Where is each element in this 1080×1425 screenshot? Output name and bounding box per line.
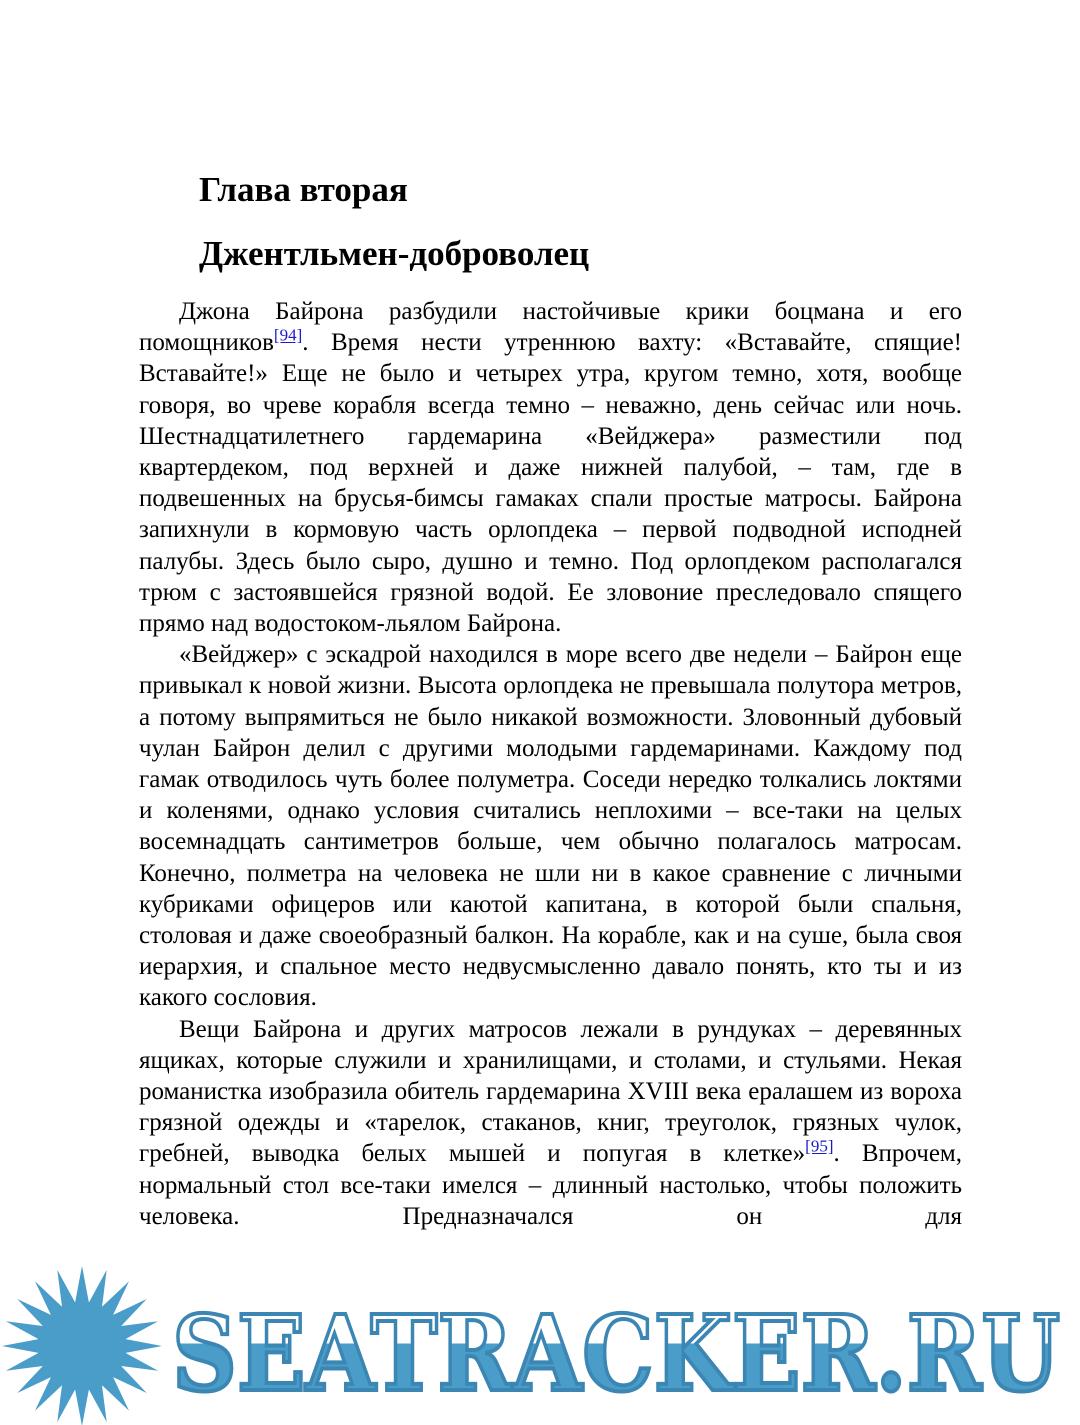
paragraph-3 bbox=[139, 1014, 962, 1232]
paragraph-2: «Вейджер» с эскадрой находился в море всего две недели – Байрон еще привыкал к новой жизни. Высота орлопдека не превышала полутора метров, а потому выпрямиться не было никакой возможности. Зловонный дубовый чулан Байрон делил с другими молодыми гардемаринами. Каждому под гамак отводилось чуть более полуметра. Соседи нередко толкались локтями и коленями, однако условия считались неплохими – все-таки на целых восемнадцать сантиметров больше, чем обычно полагалось матросам. Конечно, полметра на человека не шли ни в какое сравнение с личными кубриками офицеров или каютой капитана, в которой были спальня, столовая и даже своеобразный балкон. На корабле, как и на суше, была своя иерархия, и спальное место недвусмысленно давало понять, кто ты и из какого сословия. bbox=[139, 641, 962, 1012]
paragraph-1-text-end: . Время нести утреннюю вахту: «Вставайте, спящие! Вставайте!» Еще не было и четырех утра, кругом темно, хотя, вообще говоря, во чреве корабля всегда темно – неважно, день сейчас или ночь. Шестнадцатилетнего гардемарина «Вейджера» разместили под квартердеком, под верхней и даже нижней палубой, – там, где в подвешенных на брусья-бимсы гамаках спали простые матросы. Байрона запихнули в кормовую часть орлопдека – первой подводной исподней палубы. Здесь было сыро, душно и темно. Под орлопдеком располагался трюм с застоявшейся грязной водой. Ее зловоние преследовало спящего прямо над водостоком-льялом Байрона. bbox=[139, 329, 962, 638]
chapter-text bbox=[139, 296, 962, 1266]
footnote-link-94[interactable]: [94] bbox=[273, 325, 303, 345]
footnote-link-95[interactable]: [95] bbox=[805, 1137, 834, 1157]
paragraph-3-text-start: Вещи Байрона и других матросов лежали в рундуках – деревянных ящиках, которые служили и хранилищами, и столами, и стульями. Некая романистка изобразила обитель гардемарина XVIII века ералашем из вороха грязной одежды и «тарелок, стаканов, книг, треуголок, грязных чулок, гребней, выводка белых мышей и попугая в клетке» bbox=[139, 1015, 962, 1168]
paragraph-1 bbox=[139, 296, 962, 639]
chapter-subtitle: Джентльмен-доброволец bbox=[199, 234, 590, 273]
sun-logo-icon bbox=[2, 1266, 162, 1425]
chapter-title: Глава вторая bbox=[199, 170, 408, 209]
paragraph-3-text-end: . Впрочем, нормальный стол все-таки имелся – длинный настолько, чтобы положить человека. Предназначался он для bbox=[139, 1140, 962, 1230]
watermark-text: SEATRACKER.RU bbox=[172, 1292, 1060, 1415]
watermark bbox=[0, 1262, 1080, 1425]
paragraph-1-text-start: Джона Байрона разбудили настойчивые крики боцмана и его помощников bbox=[139, 298, 962, 357]
